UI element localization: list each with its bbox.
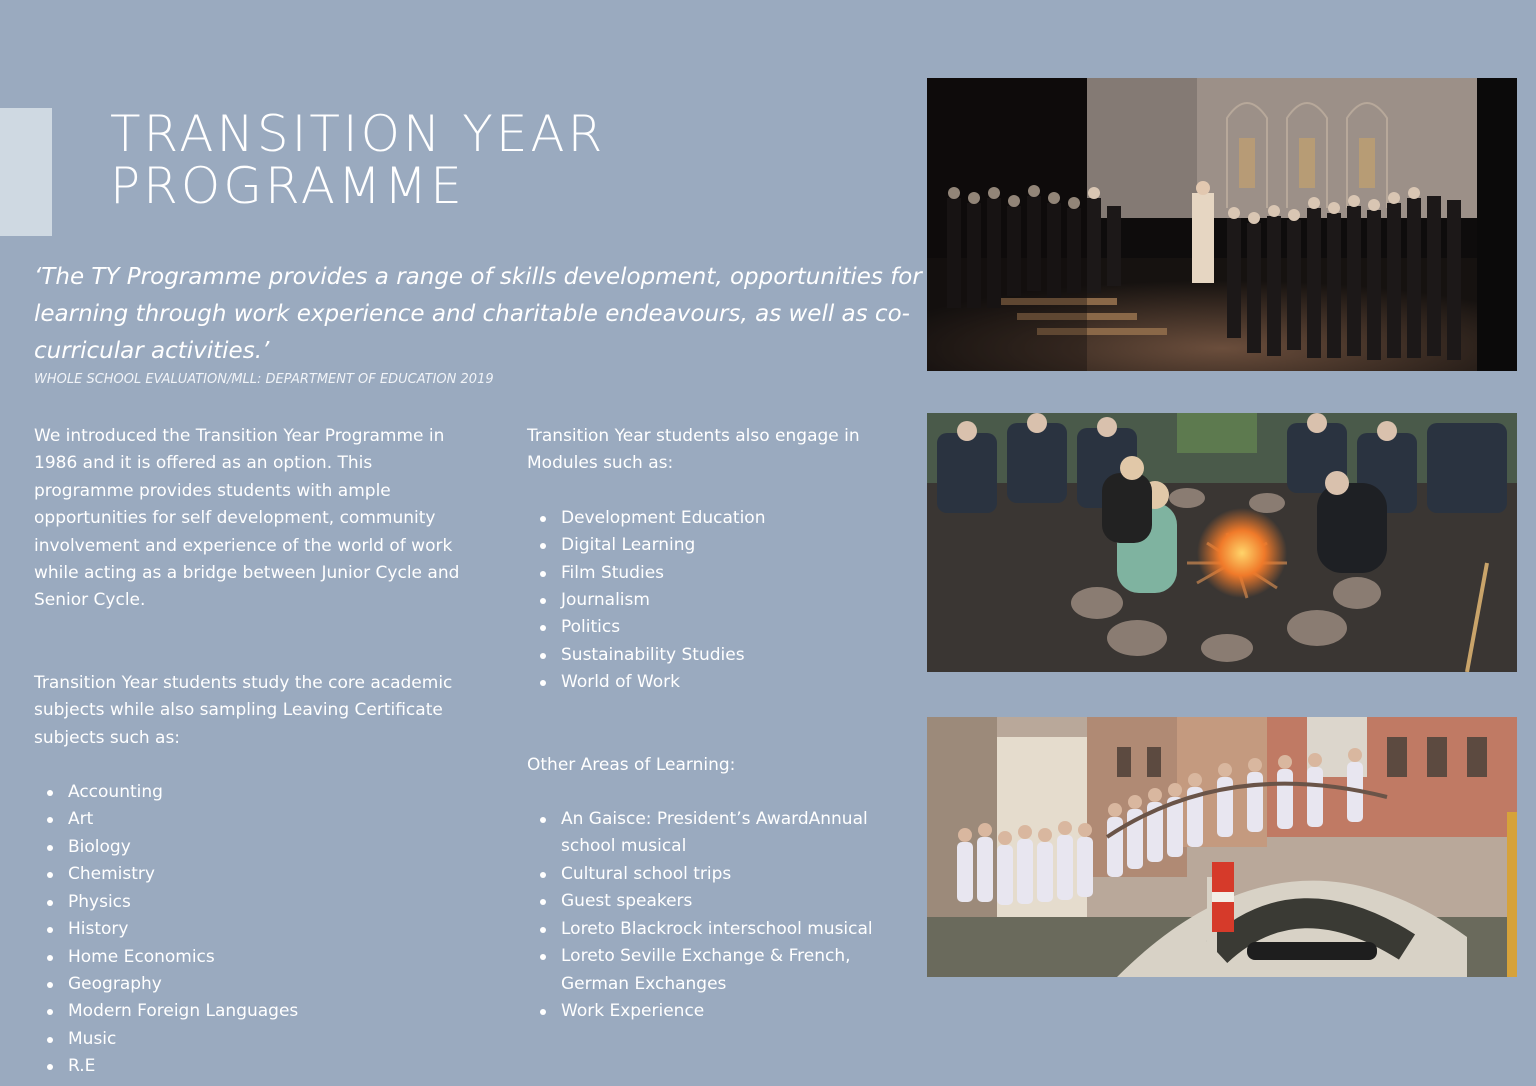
other-area-item: Cultural school trips bbox=[527, 861, 897, 888]
subject-item: R.E bbox=[34, 1053, 474, 1080]
title-line-2: PROGRAMME bbox=[110, 157, 465, 215]
other-area-item: Loreto Seville Exchange & French, German Exchanges bbox=[527, 943, 897, 998]
subjects-list bbox=[34, 779, 474, 1080]
campfire-photo bbox=[927, 413, 1517, 672]
quote-source: WHOLE SCHOOL EVALUATION/MLL: DEPARTMENT OF EDUCATION 2019 bbox=[34, 372, 494, 387]
subject-item: Biology bbox=[34, 834, 474, 861]
quote-text: ‘The TY Programme provides a range of skills development, opportunities for learning through work experience and charitable endeavours, as well as co-curricular activities.’ bbox=[34, 264, 922, 364]
other-areas-heading: Other Areas of Learning: bbox=[527, 754, 736, 775]
other-area-item: Work Experience bbox=[527, 998, 897, 1025]
subject-item: Modern Foreign Languages bbox=[34, 998, 474, 1025]
title-line-1: TRANSITION YEAR bbox=[110, 105, 606, 163]
subject-item: Accounting bbox=[34, 779, 474, 806]
subject-item: Chemistry bbox=[34, 861, 474, 888]
left-column bbox=[34, 423, 474, 1081]
modules-list bbox=[527, 505, 897, 697]
subject-item: Home Economics bbox=[34, 944, 474, 971]
module-item: Development Education bbox=[527, 505, 897, 532]
modules-intro: Transition Year students also engage in Modules such as: bbox=[527, 426, 860, 474]
module-item: Journalism bbox=[527, 587, 897, 614]
module-item: Film Studies bbox=[527, 560, 897, 587]
accent-bar bbox=[0, 108, 52, 236]
page-title bbox=[110, 105, 870, 215]
subject-item: Geography bbox=[34, 971, 474, 998]
other-area-item: An Gaisce: President’s AwardAnnual school musical bbox=[527, 806, 897, 861]
other-area-item: Loreto Blackrock interschool musical bbox=[527, 916, 897, 943]
subject-item: Art bbox=[34, 806, 474, 833]
module-item: Sustainability Studies bbox=[527, 642, 897, 669]
module-item: Politics bbox=[527, 614, 897, 641]
stage-performance-photo bbox=[927, 78, 1517, 371]
subject-item: History bbox=[34, 916, 474, 943]
other-area-item: Guest speakers bbox=[527, 888, 897, 915]
right-column bbox=[527, 423, 897, 1025]
module-item: World of Work bbox=[527, 669, 897, 696]
module-item: Digital Learning bbox=[527, 532, 897, 559]
subject-item: Music bbox=[34, 1026, 474, 1053]
intro-paragraph: We introduced the Transition Year Programme in 1986 and it is offered as an option. This programme provides students with ample opportunities for self development, community involvement and experience of the world of work while acting as a bridge between Junior Cycle and Senior Cycle. bbox=[34, 426, 460, 611]
subjects-intro: Transition Year students study the core academic subjects while also sampling Leaving Certificate subjects such as: bbox=[34, 672, 453, 748]
other-areas-list bbox=[527, 806, 897, 1025]
subject-item: Physics bbox=[34, 889, 474, 916]
venice-bridge-photo bbox=[927, 717, 1517, 977]
